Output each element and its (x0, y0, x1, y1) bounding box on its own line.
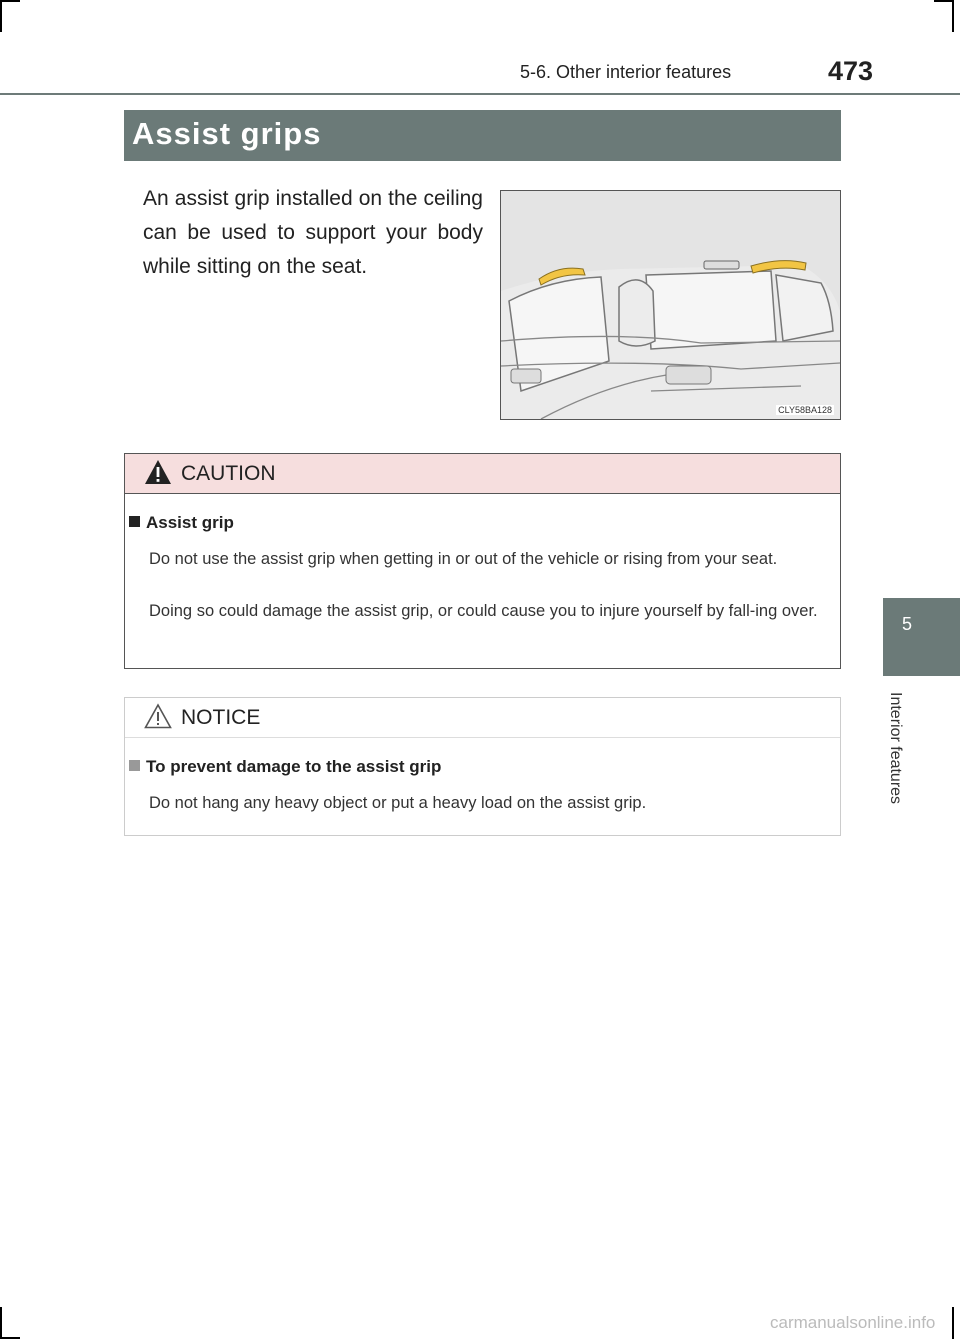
section-heading: 5-6. Other interior features (520, 62, 732, 82)
chapter-label: Interior features (887, 692, 904, 805)
notice-label: NOTICE (181, 706, 261, 729)
crop-mark (0, 0, 2, 32)
caution-header (125, 454, 840, 494)
car-interior-drawing (501, 191, 840, 419)
caution-box (124, 453, 841, 669)
section-title: Assist grips (132, 116, 322, 151)
warning-outline-icon (144, 703, 172, 729)
caution-label: CAUTION (181, 462, 276, 485)
crop-mark (0, 0, 20, 2)
caution-item-title (129, 513, 234, 533)
watermark: carmanualsonline.info (770, 1313, 936, 1332)
crop-mark (952, 1307, 954, 1339)
warning-triangle-icon (144, 459, 172, 485)
bullet-square-icon (129, 760, 140, 771)
page-number: 473 (828, 56, 874, 86)
notice-box (124, 697, 841, 836)
caution-item-title-text: Assist grip (146, 513, 234, 532)
chapter-tab (883, 598, 960, 676)
notice-item-title-text: To prevent damage to the assist grip (146, 757, 442, 776)
header-rule (0, 93, 960, 95)
caution-paragraph: Doing so could damage the assist grip, or could cause you to injure yourself by fall-ing over. (149, 602, 818, 620)
bullet-square-icon (129, 516, 140, 527)
crop-mark (952, 0, 954, 32)
caution-paragraph: Do not use the assist grip when getting in or out of the vehicle or rising from your seat. (149, 550, 778, 568)
notice-paragraph: Do not hang any heavy object or put a heavy load on the assist grip. (149, 794, 647, 812)
crop-mark (934, 0, 954, 2)
notice-header (125, 698, 840, 738)
chapter-number: 5 (901, 614, 912, 634)
section-title-bar (124, 110, 841, 161)
illustration-code: CLY58BA128 (778, 405, 832, 415)
notice-item-title (129, 757, 441, 777)
crop-mark (0, 1307, 2, 1339)
intro-paragraph: An assist grip installed on the ceiling can be used to support your body while sitting on the seat. (143, 187, 483, 278)
assist-grip-illustration (500, 190, 841, 420)
